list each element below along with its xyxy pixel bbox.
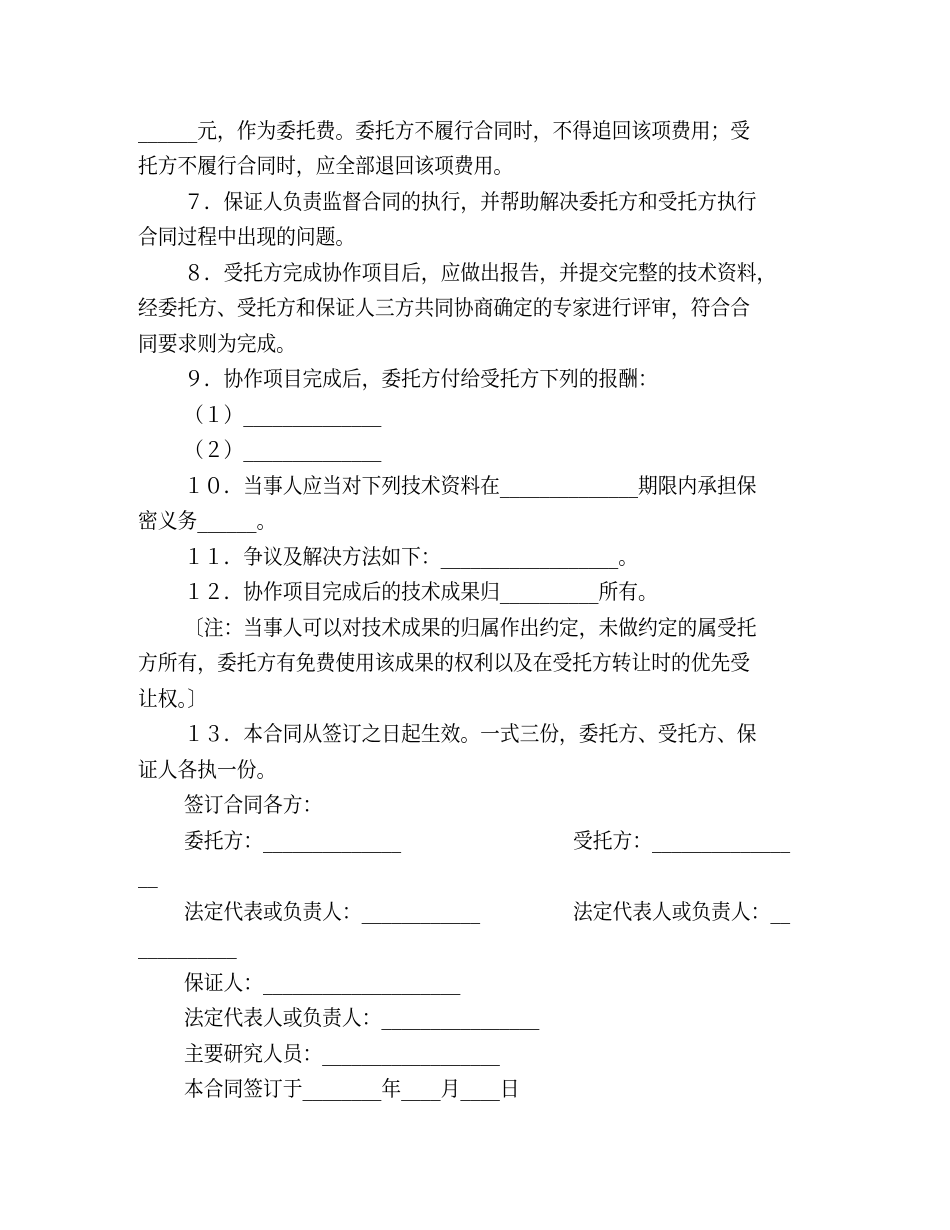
text-line: 托方不履行合同时，应全部退回该项费用。 bbox=[138, 154, 514, 178]
text-line: 受托方：______________ bbox=[573, 829, 791, 853]
text-line: __________ bbox=[138, 935, 237, 959]
text-line: 保证人：____________________ bbox=[184, 971, 461, 995]
text-line: ９．协作项目完成后，委托方付给受托方下列的报酬： bbox=[184, 367, 658, 391]
text-line: 〔注：当事人可以对技术成果的归属作出约定，未做约定的属受托 bbox=[184, 616, 757, 640]
text-line: 签订合同各方： bbox=[184, 793, 323, 817]
text-line: 本合同签订于________年____月____日 bbox=[184, 1077, 520, 1101]
text-line: 委托方：______________ bbox=[184, 829, 402, 853]
text-line: １２．协作项目完成后的技术成果归__________所有。 bbox=[184, 580, 658, 604]
text-line: 同要求则为完成。 bbox=[138, 332, 296, 356]
text-line: ８．受托方完成协作项目后，应做出报告，并提交完整的技术资料， bbox=[184, 261, 777, 285]
text-line: １０．当事人应当对下列技术资料在______________期限内承担保 bbox=[184, 474, 757, 498]
text-line: １１．争议及解决方法如下：__________________。 bbox=[184, 545, 639, 569]
text-line: （２）______________ bbox=[184, 438, 382, 462]
text-line: 法定代表或负责人：____________ bbox=[184, 900, 481, 924]
text-line: 法定代表人或负责人：________________ bbox=[184, 1006, 540, 1030]
text-line: １３．本合同从签订之日起生效。一式三份，委托方、受托方、保 bbox=[184, 722, 757, 746]
text-line: 合同过程中出现的问题。 bbox=[138, 225, 356, 249]
text-line: 法定代表人或负责人：__ bbox=[573, 900, 791, 924]
text-line: 主要研究人员：__________________ bbox=[184, 1042, 500, 1066]
text-line: 让权。〕 bbox=[138, 687, 208, 711]
text-line: 经委托方、受托方和保证人三方共同协商确定的专家进行评审，符合合 bbox=[138, 296, 750, 320]
text-line: 密义务______。 bbox=[138, 509, 277, 533]
text-line: 证人各执一份。 bbox=[138, 758, 277, 782]
text-line: （１）______________ bbox=[184, 403, 382, 427]
text-line: 方所有，委托方有免费使用该成果的权利以及在受托方转让时的优先受 bbox=[138, 651, 750, 675]
text-line: ７．保证人负责监督合同的执行，并帮助解决委托方和受托方执行 bbox=[184, 190, 757, 214]
text-line: ______元，作为委托费。委托方不履行合同时，不得追回该项费用；受 bbox=[138, 119, 750, 143]
text-line: __ bbox=[138, 864, 158, 888]
